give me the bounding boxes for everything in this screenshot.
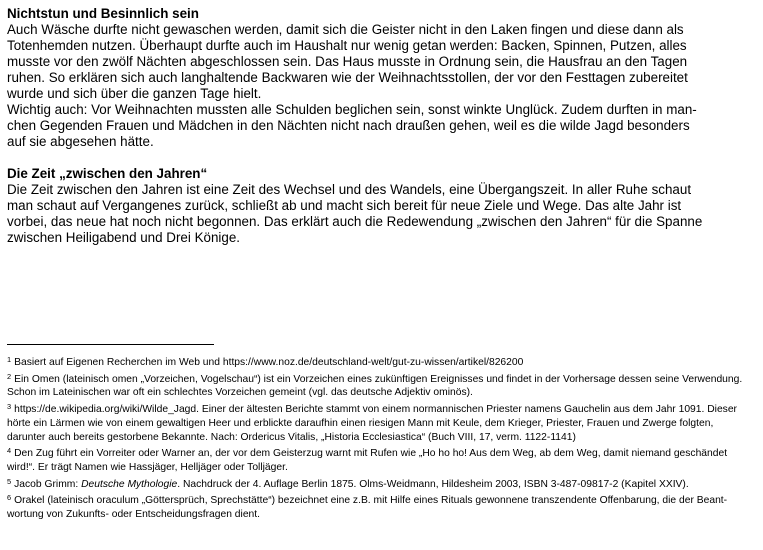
text-line: man schaut auf Vergangenes zurück, schließt ab und macht sich bereit für neue Ziele und Wege. Das alte Jahr ist [7,198,682,213]
text-line: auf sie abgesehen hätte. [7,134,154,149]
footnote-1 [7,356,759,370]
footnote-line [7,373,759,387]
document-body [7,6,759,246]
footnote-number: 3 [7,402,12,412]
footnote-number: 2 [7,371,12,381]
footnote-line [7,478,759,492]
footnote-text: . Nachdruck der 4. Auflage Berlin 1875. Olms-Weidmann, Hildesheim 2003, ISBN 3-487-09817-2 (Kapitel XXIV). [177,478,689,490]
footnote-text: Jacob Grimm: [14,478,82,490]
footnote-line: Schon im Lateinischen war oft ein schlechtes Vorzeichen gemeint (vgl. das deutsche Adjektiv ominös). [7,387,473,399]
footnote-text: Orakel (lateinisch oraculum „Göttersprüch, Sprechstätte“) bezeichnet eine z.B. mit Hilfe eines Rituals gewonnene transzendente Offenbarung, die der Beant- [14,495,728,507]
footnote-line: wird!“. Er trägt Namen wie Hassjäger, Helljäger oder Tolljäger. [7,461,288,473]
footnote-number: 1 [7,355,12,364]
text-line: musste vor den zwölf Nächten abgeschlossen sein. Das Haus musste in Ordnung sein, die Hausfrau an den Tagen [7,54,688,69]
footnote-line: hörte ein Lärmen wie von einem gewaltigen Heer und erblickte daraufhin einen riesigen Mann mit Keule, dem Krieger, Priester, Frauen und Zwerge folgten, [7,417,714,429]
footnote-text: https://de.wikipedia.org/wiki/Wilde_Jagd. Einer der ältesten Berichte stammt von einem normannischen Priester namens Gauchelin aus dem Jahr 1091. Dieser [14,404,737,416]
footnote-line [7,403,759,417]
section-heading-nichtstun: Nichtstun und Besinnlich sein [7,6,199,21]
footnote-text: Basiert auf Eigenen Recherchen im Web und https://www.noz.de/deutschland-welt/gut-zu-wissen/artikel/826200 [14,357,524,368]
footnote-number: 6 [7,493,12,503]
text-line: zwischen Heiligabend und Drei Könige. [7,230,240,245]
footnote-3 [7,403,759,444]
text-line: vorbei, das neue hat noch nicht begonnen. Das erklärt auch die Redewendung „zwischen den Jahren“ für die Spanne [7,214,703,229]
footnote-2 [7,373,759,400]
footnote-5 [7,478,759,492]
footnote-line: wortung von Zukunfts- oder Entscheidungsfragen dient. [7,509,260,521]
section-heading-zwischen-den-jahren: Die Zeit „zwischen den Jahren“ [7,166,208,181]
footnote-text: Den Zug führt ein Vorreiter oder Warner an, der vor dem Geisterzug warnt mit Rufen wie „Ho ho ho! Aus dem Weg, ab dem Weg, damit niemand geschändet [14,448,728,460]
footnote-number: 4 [7,446,12,456]
footnote-line: darunter auch bereits gestorbene Bekannte. Nach: Ordericus Vitalis, „Historia Ecclesiastica“ (Buch VIII, 17, verm. 1122-1141) [7,431,576,443]
footnote-number: 5 [7,476,12,486]
text-line: Die Zeit zwischen den Jahren ist eine Zeit des Wechsel und des Wandels, eine Übergangszeit. In aller Ruhe schaut [7,182,692,197]
footnote-line [7,447,759,461]
footnote-line [7,356,759,370]
footnote-text: Ein Omen (lateinisch omen „Vorzeichen, Vogelschau“) ist ein Vorzeichen eines zukünftigen Ereignisses und findet in der Vorhersage dessen seine Verwendung. [14,373,743,385]
footnote-line [7,494,759,508]
text-line: wurde und sich über die ganzen Tage hielt. [7,86,262,101]
text-line: chen Gegenden Frauen und Mädchen in den Nächten nicht nach draußen gehen, weil es die wilde Jagd besonders [7,118,690,133]
footnote-separator [7,344,214,345]
text-line: Totenhemden nutzen. Überhaupt durfte auch im Haushalt nur wenig getan werden: Backen, Spinnen, Putzen, alles [7,38,687,53]
section-paragraph-nichtstun [7,22,759,150]
text-line: ruhen. So erklären sich auch langhaltende Backwaren wie der Weihnachtsstollen, der vor den Festtagen zubereitet [7,70,688,85]
paragraph-spacer [7,150,759,166]
text-line: Wichtig auch: Vor Weihnachten mussten alle Schulden beglichen sein, sonst winkte Unglück. Zudem durften in man- [7,102,697,117]
footnote-book-title: Deutsche Mythologie [81,478,178,490]
section-paragraph-zwischen-den-jahren [7,182,759,246]
footnotes [7,356,759,525]
text-line: Auch Wäsche durfte nicht gewaschen werden, damit sich die Geister nicht in den Laken fingen und diese dann als [7,22,684,37]
footnote-4 [7,447,759,474]
footnote-6 [7,494,759,521]
